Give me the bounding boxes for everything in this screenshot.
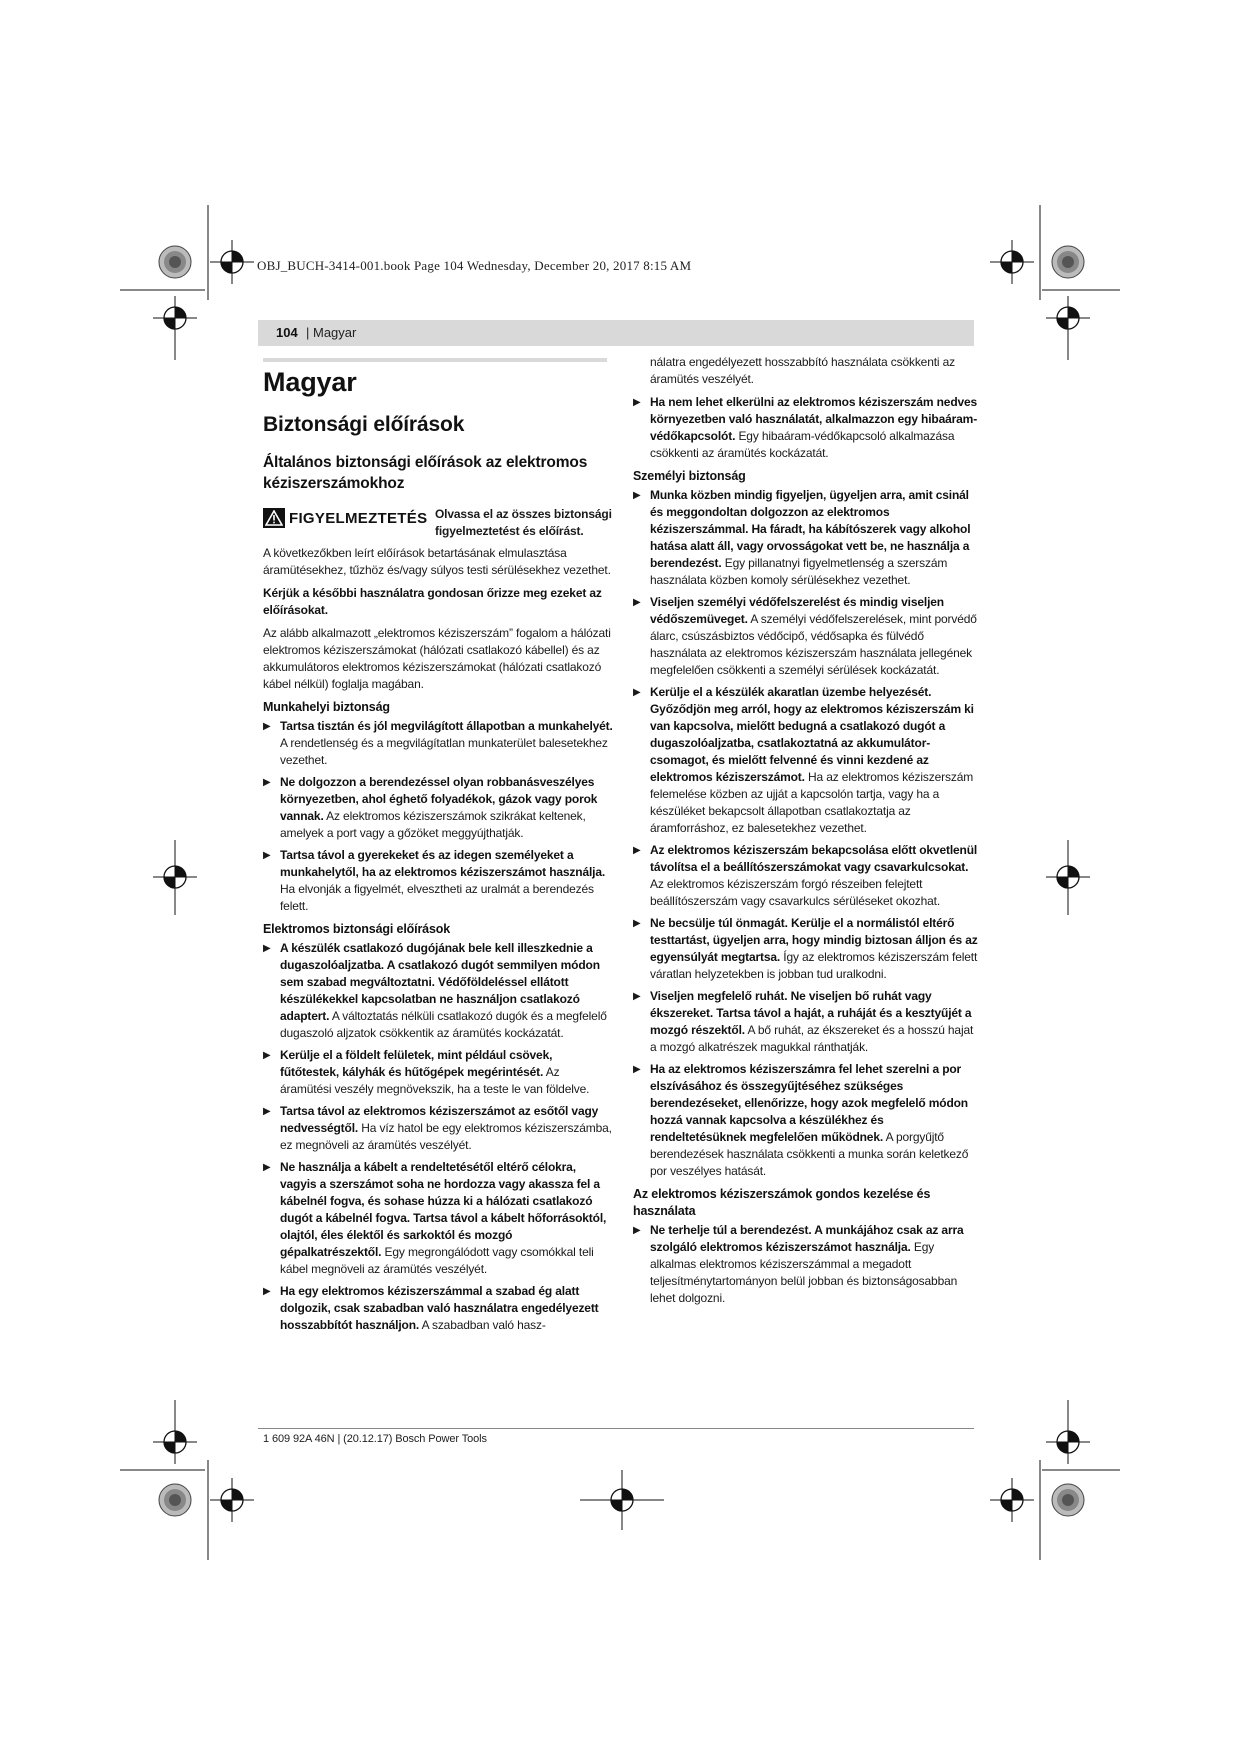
list-item: ▶ Ha az elektromos kéziszerszámra fel lehet szerelni a por elszívásához és összegyűjtéséhez szükséges berendezéseket, ellenőrizze, hogy azok megfelelő módon hozzá vannak kapcsolva a készülékhez és rendeltetésüknek megfelelően működnek. A porgyűjtő berendezések használata csökkenti a munka során keletkező por veszélyes hatását. (633, 1062, 969, 1178)
page-number: 104 (276, 325, 298, 340)
triangle-right-bullet-icon: ▶ (263, 721, 271, 732)
triangle-right-bullet-icon: ▶ (263, 1106, 271, 1117)
warning-block (263, 506, 613, 540)
list-item: ▶ Ha nem lehet elkerülni az elektromos kéziszerszám nedves környezetben való használatát, alkalmazzon egy hibaáram-védőkapcsolót. Egy hibaáram-védőkapcsoló alkalmazása csökkenti az áramütés kockázatát. (633, 395, 978, 460)
registration-mark-icon (1046, 1420, 1090, 1464)
list-item: ▶ Ne használja a kábelt a rendeltetésétől eltérő célokra, vagyis a szerszámot soha ne hordozza vagy akassza fel a kábelnél fogva, és sohase húzza ki a hálózati csatlakozó dugót a kábelnél fogva. Tartsa távol a kábelt hőforrásoktól, olajtól, éles élektől és sarkoktól és mozgó gépalkatrészektől. Egy megrongálódott vagy csomókkal teli kábel megnöveli az áramütés veszélyét. (263, 1160, 607, 1276)
page-title: Magyar (263, 367, 357, 397)
triangle-right-bullet-icon: ▶ (633, 1064, 641, 1075)
subsection-heading: Általános biztonsági előírások az elektromos kéziszerszámokhoz (263, 454, 588, 492)
triangle-right-bullet-icon: ▶ (633, 918, 641, 929)
electric-heading: Elektromos biztonsági előírások (263, 922, 451, 936)
page-footer: 1 609 92A 46N | (20.12.17) Bosch Power Tools (263, 1433, 487, 1445)
registration-mark-icon (990, 240, 1034, 284)
left-column (263, 360, 613, 1339)
triangle-right-bullet-icon: ▶ (263, 1050, 271, 1061)
list-item: ▶ Viseljen megfelelő ruhát. Ne viseljen bő ruhát vagy ékszereket. Tartsa távol a haját, a ruháját és a kesztyűjét a mozgó részektől. A bő ruhát, az ékszereket és a hosszú hajat a mozgó alkatrészek magukkal ránthatják. (633, 989, 974, 1054)
list-item: ▶ Ne becsülje túl önmagát. Kerülje el a normálistól eltérő testtartást, ügyeljen arra, hogy mindig biztosan álljon és az egyensúlyát megtartsa. Így az elektromos kéziszerszám felett váratlan helyzetekben is jobban tud uralkodni. (633, 916, 978, 981)
list-item: ▶ Tartsa tisztán és jól megvilágított állapotban a munkahelyét. A rendetlenség és a megvilágítatlan munkaterület balesetekhez vezethet. (263, 719, 613, 767)
registration-mark-icon (990, 1478, 1034, 1522)
list-item: ▶ Kerülje el a készülék akaratlan üzembe helyezését. Győződjön meg arról, hogy az elektromos kéziszerszám ki van kapcsolva, mielőtt bedugná a csatlakozó dugót a dugaszolóaljzatba, csatlakoztatná az akkumulátor-csomagot, és mielőtt felvenné és vinni kezdené az elektromos kéziszerszámot. Ha az elektromos kéziszerszám felemelése közben az ujját a kapcsolón tartja, vagy ha a készüléket bekapcsolt állapotban csatlakoztatja az áramforráshoz, ez balesetekhez vezethet. (633, 685, 974, 835)
list-item: ▶ Tartsa távol az elektromos kéziszerszámot az esőtől vagy nedvességtől. Ha víz hatol be egy elektromos kéziszerszámba, ez megnöveli az áramütés veszélyét. (263, 1104, 612, 1152)
color-wheel-icon (1052, 1484, 1084, 1516)
list-item: ▶ Ha egy elektromos kéziszerszámmal a szabad ég alatt dolgozik, csak szabadban való használatra engedélyezett hosszabbítót használjon. A szabadban való hasz- (263, 1284, 599, 1332)
section-heading: Biztonsági előírások (263, 413, 465, 436)
personal-heading: Személyi biztonság (633, 469, 746, 483)
triangle-right-bullet-icon: ▶ (633, 397, 641, 408)
header-language: | Magyar (306, 325, 357, 340)
footer-rule (258, 1428, 974, 1429)
list-item: ▶ Ne dolgozzon a berendezéssel olyan robbanásveszélyes környezetben, ahol éghető folyadékok, gázok vagy porok vannak. Az elektromos kéziszerszámok szikrákat keltenek, amelyek a port vagy a gőzöket meggyújthatják. (263, 775, 598, 840)
definition-text: Az alább alkalmazott „elektromos kéziszerszám” fogalom a hálózati elektromos kéziszerszámokat (hálózati csatlakozó kábellel) és az akkumulátoros elektromos kéziszerszámokat (hálózati csatlakozó kábel nélkül) foglalja magában. (263, 626, 611, 691)
triangle-right-bullet-icon: ▶ (633, 597, 641, 608)
list-item: ▶ Ne terhelje túl a berendezést. A munkájához csak az arra szolgáló elektromos kéziszerszámot használja. Egy alkalmas elektromos kéziszerszámmal a megadott teljesítménytartományon belül jobban és biztonságosabban lehet dolgozni. (633, 1223, 964, 1305)
handling-heading: Az elektromos kéziszerszámok gondos kezelése és használata (633, 1187, 931, 1218)
list-item: ▶ Kerülje el a földelt felületek, mint például csövek, fűtőtestek, kályhák és hűtőgépek megérintését. Az áramütési veszély megnövekszik, ha a teste le van földelve. (263, 1048, 590, 1096)
list-item: ▶ A készülék csatlakozó dugójának bele kell illeszkednie a dugaszolóaljzatba. A csatlakozó dugót semmilyen módon sem szabad megváltoztatni. Védőföldeléssel ellátott készülékekkel kapcsolatban ne használjon csatlakozó adaptert. A változtatás nélküli csatlakozó dugók és a megfelelő dugaszoló aljzatok csökkentik az áramütés kockázatát. (263, 941, 607, 1040)
list-item: ▶ Tartsa távol a gyerekeket és az idegen személyeket a munkahelytől, ha az elektromos kéziszerszámot használja. Ha elvonják a figyelmét, elvesztheti az uralmát a berendezés felett. (263, 848, 606, 913)
triangle-right-bullet-icon: ▶ (633, 1225, 641, 1236)
registration-mark-icon (210, 240, 254, 284)
warning-triangle-icon (263, 508, 285, 528)
warning-body: A következőkben leírt előírások betartásának elmulasztása áramütésekhez, tűzhöz és/vagy súlyos testi sérülésekhez vezethet. (263, 546, 611, 577)
registration-mark-icon (153, 1420, 197, 1464)
warning-word: FIGYELMEZTETÉS (289, 509, 428, 527)
list-item: ▶ Az elektromos kéziszerszám bekapcsolása előtt okvetlenül távolítsa el a beállítószerszámokat vagy csavarkulcsokat. Az elektromos kéziszerszám forgó részeiben felejtett beállítószerszám vagy csavarkulcs sérüléseket okozhat. (633, 843, 978, 908)
triangle-right-bullet-icon: ▶ (633, 490, 641, 501)
color-wheel-icon (1052, 246, 1084, 278)
triangle-right-bullet-icon: ▶ (633, 991, 641, 1002)
color-wheel-icon (159, 246, 191, 278)
keep-notice: Kérjük a későbbi használatra gondosan őrizze meg ezeket az előírásokat. (263, 586, 602, 617)
triangle-right-bullet-icon: ▶ (263, 777, 271, 788)
color-wheel-icon (159, 1484, 191, 1516)
page-header (258, 320, 974, 346)
triangle-right-bullet-icon: ▶ (263, 1286, 271, 1297)
triangle-right-bullet-icon: ▶ (263, 850, 271, 861)
triangle-right-bullet-icon: ▶ (633, 845, 641, 856)
list-item: ▶ Munka közben mindig figyeljen, ügyeljen arra, amit csinál és meggondoltan dolgozzon az elektromos kéziszerszámmal. Ha fáradt, ha kábítószerek vagy alkohol hatása alatt áll, vagy orvosságokat vett be, ne használja a berendezést. Egy pillanatnyi figyelmetlenség a szerszám használata közben komoly sérülésekhez vezethet. (633, 488, 971, 587)
triangle-right-bullet-icon: ▶ (263, 1162, 271, 1173)
warning-bold-text: Olvassa el az összes biztonsági figyelmeztetést és előírást. (435, 507, 612, 538)
warning-label (263, 508, 427, 528)
triangle-right-bullet-icon: ▶ (633, 687, 641, 698)
workplace-heading: Munkahelyi biztonság (263, 700, 390, 714)
triangle-right-bullet-icon: ▶ (263, 943, 271, 954)
list-item: ▶ Viseljen személyi védőfelszerelést és mindig viseljen védőszemüveget. A személyi védőfelszerelések, mint porvédő álarc, csúszásbiztos védőcipő, védősapka és fülvédő használata az elektromos kéziszerszám használata jellegének megfelelően csökkenti a személyi sérülések kockázatát. (633, 595, 977, 677)
registration-mark-icon (210, 1478, 254, 1522)
continued-text: nálatra engedélyezett hosszabbító használata csökkenti az áramütés veszélyét. (650, 355, 955, 386)
book-info-line: OBJ_BUCH-3414-001.book Page 104 Wednesday, December 20, 2017 8:15 AM (257, 258, 692, 273)
right-column (633, 354, 979, 1312)
